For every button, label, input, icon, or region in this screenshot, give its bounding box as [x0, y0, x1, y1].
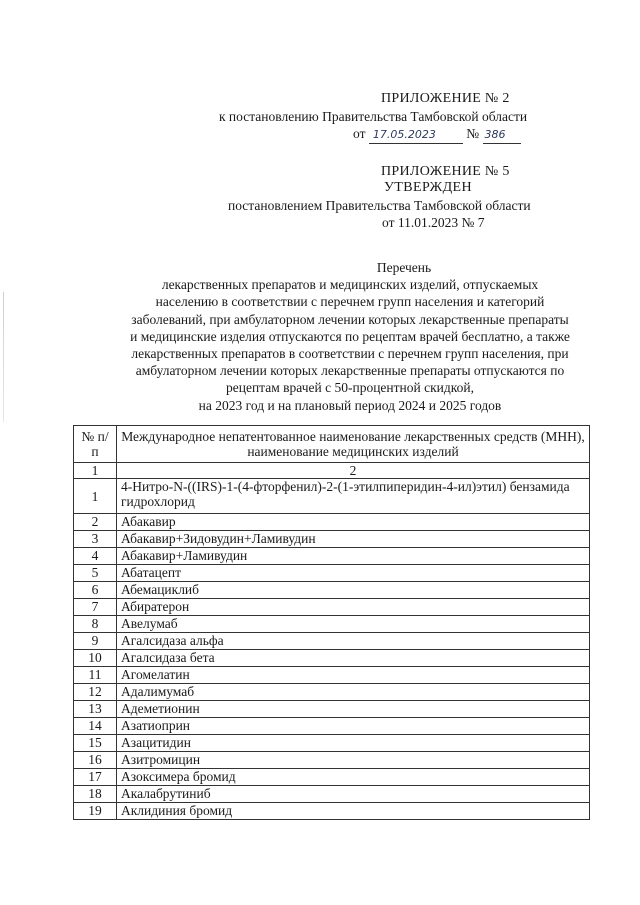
row-name: Акалабрутиниб: [117, 786, 590, 803]
list-title-line: заболеваний, при амбулаторном лечении которых лекарственные препараты: [131, 311, 569, 327]
table-row: [74, 735, 590, 752]
row-number: 18: [74, 786, 117, 803]
list-title-line: населению в соответствии с перечнем групп населения и категорий: [155, 294, 545, 310]
handwritten-date: 17.05.2023: [369, 127, 463, 144]
table-row: [74, 650, 590, 667]
row-number: 8: [74, 616, 117, 633]
row-name: Авелумаб: [117, 616, 590, 633]
row-number: 10: [74, 650, 117, 667]
appendix5-date-line: от 11.01.2023 № 7: [382, 215, 485, 230]
row-name: Абиратерон: [117, 599, 590, 616]
appendix5-title: ПРИЛОЖЕНИЕ № 5: [381, 164, 510, 179]
column-index-2: 2: [117, 463, 590, 479]
row-name: Абатацепт: [117, 565, 590, 582]
approved-label: УТВЕРЖДЕН: [384, 180, 473, 195]
header-number: № п/п: [74, 426, 117, 463]
row-name: Азитромицин: [117, 752, 590, 769]
row-name: Агалсидаза альфа: [117, 633, 590, 650]
row-number: 14: [74, 718, 117, 735]
row-name: Абакавир: [117, 514, 590, 531]
handwritten-number: 386: [483, 127, 521, 144]
row-number: 9: [74, 633, 117, 650]
table-row: [74, 616, 590, 633]
scan-margin-mark: [3, 292, 4, 422]
number-label: №: [466, 126, 480, 141]
row-name: 4-Нитро-N-((IRS)-1-(4-фторфенил)-2-(1-этилпиперидин-4-ил)этил) бензамида гидрохлорид: [117, 479, 590, 514]
appendix5-resolution-line: постановлением Правительства Тамбовской области: [228, 198, 531, 213]
appendix2-resolution-line: к постановлению Правительства Тамбовской области: [219, 109, 528, 124]
table-row: [74, 599, 590, 616]
row-name: Абакавир+Ламивудин: [117, 548, 590, 565]
drug-list-table: [73, 425, 590, 820]
table-header-row: [74, 426, 590, 463]
table-row: [74, 786, 590, 803]
row-name: Азацитидин: [117, 735, 590, 752]
row-name: Абакавир+Зидовудин+Ламивудин: [117, 531, 590, 548]
table-row: [74, 684, 590, 701]
row-name: Абемациклиб: [117, 582, 590, 599]
table-row: [74, 803, 590, 820]
row-number: 1: [74, 479, 117, 514]
row-name: Адалимумаб: [117, 684, 590, 701]
table-row: [74, 769, 590, 786]
list-title-line: на 2023 год и на плановый период 2024 и 2025 годов: [198, 397, 502, 413]
table-row: [74, 479, 590, 514]
list-title-line: рецептам врачей с 50-процентной скидкой,: [226, 380, 474, 396]
list-title-line: амбулаторном лечении которых лекарственные препараты отпускаются по: [135, 363, 565, 379]
list-title-word: Перечень: [376, 260, 432, 275]
row-name: Аклидиния бромид: [117, 803, 590, 820]
row-number: 13: [74, 701, 117, 718]
table-row: [74, 548, 590, 565]
row-number: 15: [74, 735, 117, 752]
table-row: [74, 514, 590, 531]
list-title-line: и медицинские изделия отпускаются по рецептам врачей бесплатно, а также: [130, 328, 570, 344]
column-index-row: [74, 463, 590, 479]
list-title-line: лекарственных препаратов и медицинских изделий, отпускаемых: [161, 277, 539, 293]
row-number: 19: [74, 803, 117, 820]
table-row: [74, 752, 590, 769]
list-title: [110, 259, 590, 414]
row-number: 2: [74, 514, 117, 531]
column-index-1: 1: [74, 463, 117, 479]
table-row: [74, 565, 590, 582]
table-row: [74, 718, 590, 735]
row-name: Азоксимера бромид: [117, 769, 590, 786]
row-name: Агомелатин: [117, 667, 590, 684]
table-row: [74, 633, 590, 650]
row-number: 16: [74, 752, 117, 769]
row-number: 5: [74, 565, 117, 582]
appendix2-title: ПРИЛОЖЕНИЕ № 2: [381, 91, 510, 106]
row-name: Адеметионин: [117, 701, 590, 718]
row-number: 6: [74, 582, 117, 599]
row-number: 3: [74, 531, 117, 548]
header-name: Международное непатентованное наименование лекарственных средств (МНН), наименование медицинских изделий: [117, 426, 590, 463]
from-label: от: [353, 126, 366, 141]
table-row: [74, 667, 590, 684]
row-number: 17: [74, 769, 117, 786]
row-name: Агалсидаза бета: [117, 650, 590, 667]
row-name: Азатиоприн: [117, 718, 590, 735]
table-row: [74, 582, 590, 599]
row-number: 7: [74, 599, 117, 616]
row-number: 11: [74, 667, 117, 684]
row-number: 12: [74, 684, 117, 701]
row-number: 4: [74, 548, 117, 565]
table-row: [74, 701, 590, 718]
appendix2-date-row: [353, 126, 521, 144]
list-title-line: лекарственных препаратов в соответствии с перечнем групп населения, при: [131, 346, 569, 362]
table-row: [74, 531, 590, 548]
